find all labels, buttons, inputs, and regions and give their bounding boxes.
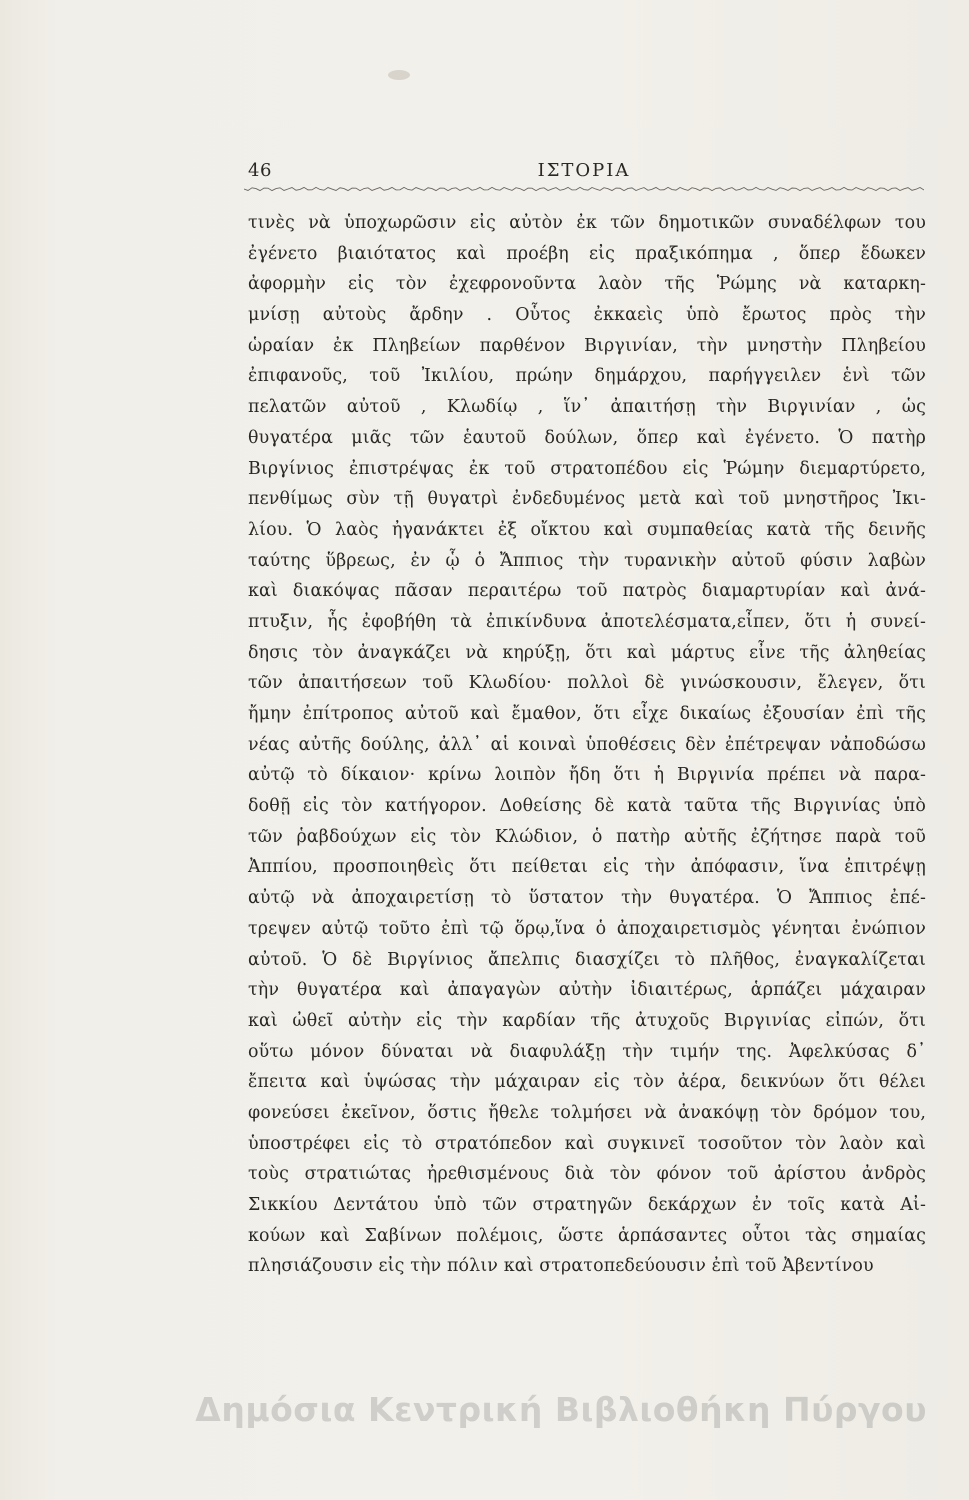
text-line: ὡραίαν ἐκ Πληβείων παρθένον Βιργινίαν, τὴν μνηστὴν Πληβείου	[248, 335, 926, 356]
text-line: τινὲς νὰ ὑποχωρῶσιν εἰς αὐτὸν ἐκ τῶν δημοτικῶν συναδέλφων του	[248, 213, 926, 233]
text-line: πελατῶν αὐτοῦ , Κλωδίῳ , ἵν᾽ ἀπαιτήσῃ τὴν Βιργινίαν , ὡς	[248, 397, 926, 418]
text-line: πτυξιν, ἧς ἐφοβήθη τὰ ἐπικίνδυνα ἀποτελέσματα,εἶπεν, ὅτι ἡ συνεί-	[248, 611, 926, 632]
text-line: Ἀππίου, προσποιηθεὶς ὅτι πείθεται εἰς τὴν ἀπόφασιν, ἵνα ἐπιτρέψῃ	[248, 857, 926, 878]
text-line: ἀφορμὴν εἰς τὸν ἐχεφρονοῦντα λαὸν τῆς Ῥώμης νὰ καταρκη-	[248, 274, 926, 295]
text-line: λίου. Ὁ λαὸς ἠγανάκτει ἐξ οἴκτου καὶ συμπαθείας κατὰ τῆς δεινῆς	[248, 519, 926, 540]
text-line: Σικκίου Δεντάτου ὑπὸ τῶν στρατηγῶν δεκάρχων ἐν τοῖς κατὰ Αἰ-	[248, 1195, 926, 1215]
text-line: δησις τὸν ἀναγκάζει νὰ κηρύξῃ, ὅτι καὶ μάρτυς εἶνε τῆς ἀληθείας	[248, 642, 926, 663]
page-header	[248, 160, 920, 186]
text-line: ταύτης ὕβρεως, ἐν ᾧ ὁ Ἄππιος τὴν τυρανικὴν αὐτοῦ φύσιν λαβὼν	[248, 550, 926, 571]
text-line: καὶ διακόψας πᾶσαν περαιτέρω τοῦ πατρὸς διαμαρτυρίαν καὶ ἀνά-	[248, 581, 926, 602]
body-text	[248, 208, 926, 1282]
text-line: κούων καὶ Σαβίνων πολέμοις, ὥστε ἁρπάσαντες οὗτοι τὰς σημαίας	[248, 1225, 926, 1246]
text-line: νέας αὐτῆς δούλης, ἀλλ᾽ αἱ κοιναὶ ὑποθέσεις δὲν ἐπέτρεψαν νἀποδώσω	[248, 734, 926, 755]
text-line: τρεψεν αὐτῷ τοῦτο ἐπὶ τῷ ὅρῳ,ἵνα ὁ ἀποχαιρετισμὸς γένηται ἐνώπιον	[248, 918, 926, 939]
text-line: τῶν ἀπαιτήσεων τοῦ Κλωδίου· πολλοὶ δὲ γινώσκουσιν, ἔλεγεν, ὅτι	[248, 673, 926, 694]
text-line: πενθίμως σὺν τῇ θυγατρὶ ἐνδεδυμένος μετὰ καὶ τοῦ μνηστῆρος Ἰκι-	[248, 489, 926, 510]
text-line: θυγατέρα μιᾶς τῶν ἑαυτοῦ δούλων, ὅπερ καὶ ἐγένετο. Ὁ πατὴρ	[248, 427, 926, 448]
text-line: ἐπιφανοῦς, τοῦ Ἰκιλίου, πρώην δημάρχου, παρήγγειλεν ἑνὶ τῶν	[248, 366, 926, 387]
text-line: τὴν θυγατέρα καὶ ἀπαγαγὼν αὐτὴν ἰδιαιτέρως, ἁρπάζει μάχαιραν	[248, 980, 926, 1001]
text-line: δοθῇ εἰς τὸν κατήγορον. Δοθείσης δὲ κατὰ ταῦτα τῆς Βιργινίας ὑπὸ	[248, 796, 926, 817]
running-title: ΙΣΤΟΡΙΑ	[537, 160, 631, 181]
text-line: τοὺς στρατιώτας ἠρεθισμένους διὰ τὸν φόνον τοῦ ἀρίστου ἀνδρὸς	[248, 1164, 926, 1185]
text-line: αὐτῷ τὸ δίκαιον· κρίνω λοιπὸν ἤδη ὅτι ἡ Βιργινία πρέπει νὰ παρα-	[248, 765, 926, 786]
text-line: οὕτω μόνον δύναται νὰ διαφυλάξῃ τὴν τιμήν της. Ἀφελκύσας δ᾽	[248, 1041, 926, 1062]
page-number: 46	[248, 160, 272, 181]
text-line: ἤμην ἐπίτροπος αὐτοῦ καὶ ἔμαθον, ὅτι εἶχε δικαίως ἐξουσίαν ἐπὶ τῆς	[248, 704, 926, 724]
text-line: τῶν ῥαβδούχων εἰς τὸν Κλώδιον, ὁ πατὴρ αὐτῆς ἐζήτησε παρὰ τοῦ	[248, 826, 926, 847]
wavy-header-rule	[244, 186, 924, 192]
library-watermark: Δημόσια Κεντρική Βιβλιοθήκη Πύργου	[195, 1390, 927, 1429]
text-line: μνίσῃ αὐτοὺς ἄρδην . Οὗτος ἐκκαεὶς ὑπὸ ἔρωτος πρὸς τὴν	[248, 305, 926, 326]
text-line: αὐτῷ νὰ ἀποχαιρετίσῃ τὸ ὕστατον τὴν θυγατέρα. Ὁ Ἄππιος ἐπέ-	[248, 888, 926, 909]
text-line: ὑποστρέφει εἰς τὸ στρατόπεδον καὶ συγκινεῖ τοσοῦτον τὸν λαὸν καὶ	[248, 1133, 926, 1154]
text-line: πλησιάζουσιν εἰς τὴν πόλιν καὶ στρατοπεδεύουσιν ἐπὶ τοῦ Ἀβεντίνου	[248, 1256, 874, 1277]
text-line: φονεύσει ἐκεῖνον, ὅστις ἤθελε τολμήσει νὰ ἀνακόψῃ τὸν δρόμον του,	[248, 1102, 926, 1123]
text-line: Βιργίνιος ἐπιστρέψας ἐκ τοῦ στρατοπέδου εἰς Ῥώμην διεμαρτύρετο,	[248, 458, 926, 479]
ink-smudge	[388, 70, 410, 80]
text-line: καὶ ὠθεῖ αὐτὴν εἰς τὴν καρδίαν τῆς ἀτυχοῦς Βιργινίας εἰπών, ὅτι	[248, 1010, 926, 1031]
text-line: ἐγένετο βιαιότατος καὶ προέβη εἰς πραξικόπημα , ὅπερ ἔδωκεν	[248, 243, 926, 264]
text-line: αὐτοῦ. Ὁ δὲ Βιργίνιος ἄπελπις διασχίζει τὸ πλῆθος, ἐναγκαλίζεται	[248, 949, 926, 970]
text-line: ἔπειτα καὶ ὑψώσας τὴν μάχαιραν εἰς τὸν ἀέρα, δεικνύων ὅτι θέλει	[248, 1072, 926, 1093]
